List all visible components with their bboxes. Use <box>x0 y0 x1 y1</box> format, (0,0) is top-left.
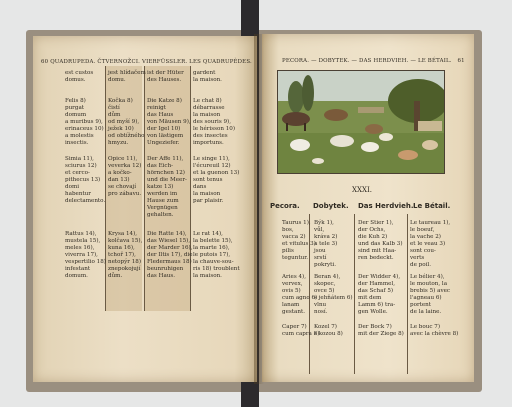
table-cell: jest hlídačem domu. <box>108 70 146 83</box>
table-cell: Der Bock 7) mit der Ziege 8) <box>358 324 404 337</box>
table-cell: Le taureau 1), le boeuf, la vache 2) et le veau 3) sont cou- verts de poil. <box>410 220 451 268</box>
table-cell: Le bélier 4), le mouton, la brebis 5) avec l'agneau 6) portent de la laine. <box>410 274 451 315</box>
right-page-number: 61 <box>457 58 465 64</box>
left-running-head-text: QUADRUPEDA. ČTVERNOŽCI. VIERFÜSSLER. LES QUADRUPÈDES. <box>50 59 252 65</box>
section-number: XXXI. <box>352 186 372 194</box>
table-cell: Le rat 14), la belette 15), la marte 16), le putois 17), la chauve-sou- ris 18) troublent la maison. <box>193 231 240 279</box>
table-cell: gardent la maison. <box>193 70 222 83</box>
table-cell: Felis 8) purgat domum a muribus 9), erinaceus 10) a molestis insectis. <box>65 98 104 146</box>
table-cell: Taurus 1), bos, vacca 2) et vitulus 3) pilis teguntur. <box>282 220 316 261</box>
table-cell: Krysa 14), kolčava 15), kuna 16), tchoř 17), netopýr 18) znepokojují dům. <box>108 231 143 279</box>
left-page-number: 60 <box>41 59 49 65</box>
spine-shadow <box>254 34 264 384</box>
illustration-herd-animals <box>277 70 445 174</box>
left-running-head <box>41 59 252 65</box>
heading-latin: Pecora. <box>270 202 300 210</box>
column-rule <box>407 214 408 374</box>
table-cell: Caper 7) cum capra 8) <box>282 324 320 337</box>
table-cell: Simia 11), sciurus 12) et cerco- pithecus 13) domi habentur delectamento. <box>65 156 106 204</box>
table-cell: Aries 4), vervex, ovis 5) cum agno 6) lanam gestant. <box>282 274 318 315</box>
table-cell: Rattus 14), mustela 15), meles 16), viverra 17), vespertilio 18) infestant domum. <box>65 231 106 279</box>
table-cell: Kozel 7) s kozou 8) <box>314 324 343 337</box>
right-running-head-text: PECORA. — DOBYTEK. — DAS HERDVIEH. — LE BÉTAIL. <box>282 58 452 64</box>
heading-german: Das Herdvieh. <box>358 202 414 210</box>
table-cell: Le singe 11), l'écureuil 12) et la guenon 13) sont tenus dans la maison par plaisir. <box>193 156 240 204</box>
table-cell: Býk 1), vůl, kráva 2) a tele 3) jsou srstí pokryti. <box>314 220 338 268</box>
table-cell: Le bouc 7) avec la chèvre 8) <box>410 324 459 337</box>
heading-czech: Dobytek. <box>313 202 349 210</box>
column-rule <box>354 214 355 374</box>
table-cell: Die Katze 8) reinigt das Haus von Mäusen 9), der Igel 10) von lästigem Ungeziefer. <box>147 98 191 146</box>
left-page <box>33 36 257 382</box>
table-cell: Le chat 8) débarrasse la maison des souris 9), le hérisson 10) des insectes importuns. <box>193 98 236 146</box>
table-cell: Der Stier 1), der Ochs, die Kuh 2) und das Kalb 3) sind mit Haa- ren bedeckt. <box>358 220 403 261</box>
table-cell: Die Ratte 14), das Wiesel 15), der Marder 16), der Iltis 17), die Fledermaus 18) beunruhigen das Haus. <box>147 231 193 279</box>
table-cell: Kočka 8) čistí dům od myší 9), ježek 10) od obtížného hmyzu. <box>108 98 145 146</box>
right-running-head <box>282 58 465 64</box>
table-cell: Der Affe 11), das Eich- hörnchen 12) und die Meer- katze 13) werden im Hause zum Vergnügen gehalten. <box>147 156 187 218</box>
table-cell: Der Widder 4), der Hammel, das Schaf 5) mit dem Lamm 6) tra- gen Wolle. <box>358 274 401 315</box>
table-cell: Beran 4), skopec, ovce 5) s jehňátem 6) vlnu nosí. <box>314 274 353 315</box>
table-cell: ist der Hüter des Hauses. <box>147 70 184 83</box>
herd-illustration-svg <box>278 71 444 173</box>
table-cell: Opice 11), veverka 12) a kočko- dan 13) se chovají pro zábavu. <box>108 156 142 197</box>
table-cell: est custos domus. <box>65 70 94 83</box>
heading-french: Le Bétail. <box>413 202 451 210</box>
